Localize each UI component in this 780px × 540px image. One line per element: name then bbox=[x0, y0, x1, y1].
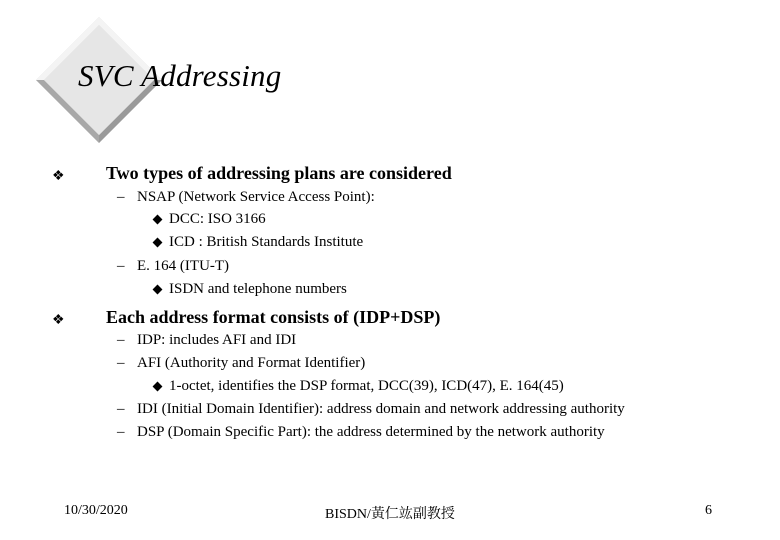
footer-date: 10/30/2020 bbox=[64, 503, 128, 518]
diamond-bullet-icon bbox=[153, 238, 163, 248]
bullet-diamond-icon: ❖ bbox=[52, 313, 65, 328]
dash-icon: – bbox=[117, 424, 125, 440]
dash-icon: – bbox=[117, 258, 125, 274]
footer-center: BISDN/黃仁竑副教授 bbox=[325, 507, 455, 522]
sub-item-e164: E. 164 (ITU-T) bbox=[137, 258, 230, 274]
footer-page-number: 6 bbox=[705, 503, 712, 518]
sub-item-idi: IDI (Initial Domain Identifier): address domain and network addressing authority bbox=[137, 401, 625, 417]
diamond-bullet-icon bbox=[153, 285, 163, 295]
dash-icon: – bbox=[117, 401, 125, 417]
diamond-bullet-icon bbox=[153, 382, 163, 392]
bullet-2-text: Each address format consists of (IDP+DSP) bbox=[106, 307, 441, 327]
sub-item-afi: AFI (Authority and Format Identifier) bbox=[137, 355, 366, 371]
item-dcc: DCC: ISO 3166 bbox=[169, 211, 266, 227]
sub-item-dsp: DSP (Domain Specific Part): the address determined by the network authority bbox=[137, 424, 605, 440]
bullet-diamond-icon: ❖ bbox=[52, 169, 65, 184]
dash-icon: – bbox=[117, 189, 125, 205]
bullet-1-text: Two types of addressing plans are considered bbox=[106, 163, 452, 183]
dash-icon: – bbox=[117, 332, 125, 348]
sub-item-nsap: NSAP (Network Service Access Point): bbox=[137, 189, 375, 205]
slide-title: SVC Addressing bbox=[78, 58, 282, 93]
item-afi-octet: 1-octet, identifies the DSP format, DCC(39), ICD(47), E. 164(45) bbox=[169, 378, 564, 394]
item-icd: ICD : British Standards Institute bbox=[169, 234, 364, 250]
dash-icon: – bbox=[117, 355, 125, 371]
item-isdn: ISDN and telephone numbers bbox=[169, 281, 347, 297]
diamond-bullet-icon bbox=[153, 215, 163, 225]
sub-item-idp: IDP: includes AFI and IDI bbox=[137, 332, 297, 348]
